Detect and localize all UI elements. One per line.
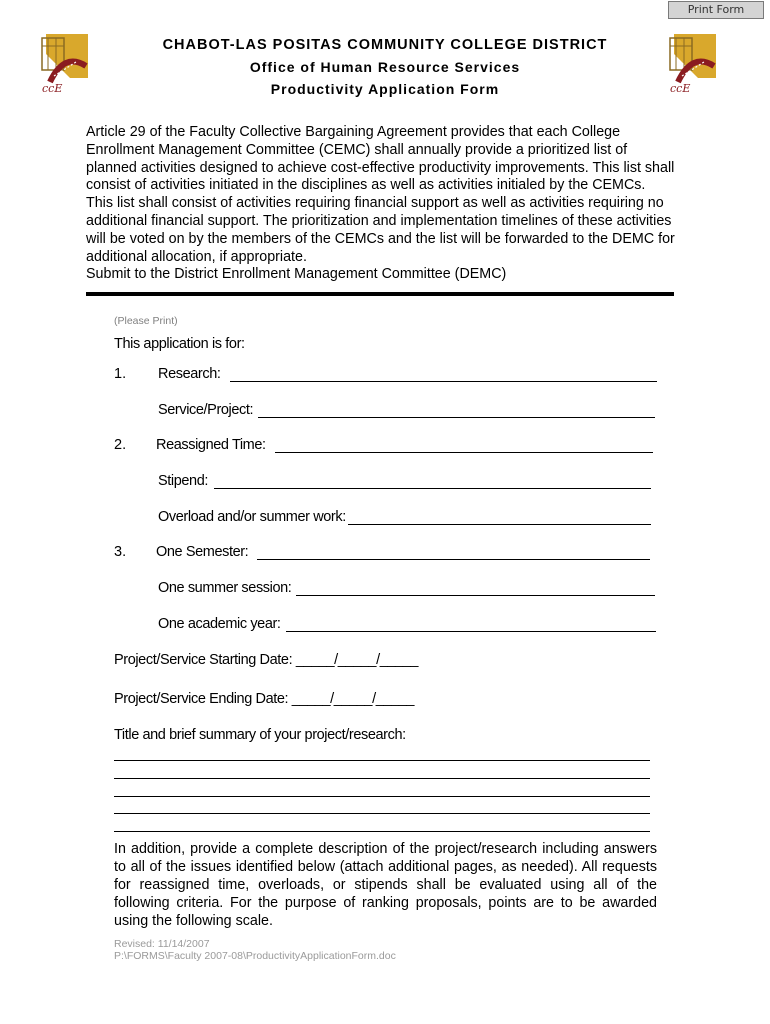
closing-text: In addition, provide a complete description of the project/research including answers to all of the issues identified below (attach additional pages, as needed). All requests for reassigned time, overloads, or stipends shall be evaluated using all of the following criteria. For the purpose of ranking proposals, points are to be awarded using the following scale. (114, 841, 657, 929)
research-label: Research: (158, 366, 221, 382)
one-summer-field[interactable] (296, 595, 655, 596)
item-number-1: 1. (114, 366, 127, 382)
closing-paragraph (114, 840, 657, 930)
one-year-label: One academic year: (158, 616, 281, 632)
please-print-note: (Please Print) (114, 315, 178, 327)
office-title: Office of Human Resource Services (249, 59, 521, 75)
form-title: Productivity Application Form (270, 81, 500, 97)
one-summer-label: One summer session: (158, 580, 292, 596)
stipend-field[interactable] (214, 488, 651, 489)
start-date-field[interactable]: Project/Service Starting Date: _____/_____/_____ (114, 652, 419, 668)
district-title: CHABOT-LAS POSITAS COMMUNITY COLLEGE DISTRICT (162, 37, 608, 53)
service-project-label: Service/Project: (158, 402, 254, 418)
summary-line-3[interactable] (114, 796, 650, 797)
application-for-label: This application is for: (114, 336, 245, 352)
overload-field[interactable] (348, 524, 651, 525)
summary-line-1[interactable] (114, 760, 650, 761)
service-project-field[interactable] (258, 417, 655, 418)
stipend-label: Stipend: (158, 473, 209, 489)
district-logo-right (664, 32, 716, 94)
end-date-field[interactable]: Project/Service Ending Date: _____/_____/_____ (114, 691, 415, 707)
summary-label: Title and brief summary of your project/research: (114, 727, 406, 743)
item-number-3: 3. (114, 544, 127, 560)
reassigned-time-label: Reassigned Time: (156, 437, 266, 453)
summary-line-5[interactable] (114, 831, 650, 832)
revised-date: Revised: 11/14/2007 (114, 938, 210, 950)
file-path: P:\FORMS\Faculty 2007-08\ProductivityApplicationForm.doc (114, 950, 396, 962)
section-divider (86, 292, 674, 296)
intro-paragraph (86, 124, 676, 284)
one-year-field[interactable] (286, 631, 656, 632)
one-semester-field[interactable] (257, 559, 650, 560)
print-form-button[interactable]: Print Form (668, 1, 764, 19)
summary-line-4[interactable] (114, 813, 650, 814)
district-logo-left (36, 32, 88, 94)
svg-text:ccE: ccE (670, 82, 691, 94)
summary-line-2[interactable] (114, 778, 650, 779)
item-number-2: 2. (114, 437, 127, 453)
intro-text: Article 29 of the Faculty Collective Bargaining Agreement provides that each College Enrollment Management Committee (CEMC) shall annually provide a prioritized list of planned activities designed to achieve cost-effective productivity improvements. This list shall consist of activities initiated in the disciplines as well as activities initialed by the CEMCs. This list shall consist of activities requiring financial support as well as activities requiring no additional financial support. The prioritization and implementation timelines of these activities will be voted on by the members of the CEMCs and the list will be forwarded to the DEMC for additional allocation, if appropriate. (86, 124, 675, 265)
research-field[interactable] (230, 381, 657, 382)
one-semester-label: One Semester: (156, 544, 249, 560)
reassigned-time-field[interactable] (275, 452, 653, 453)
overload-label: Overload and/or summer work: (158, 509, 346, 525)
svg-text:ccE: ccE (42, 82, 63, 94)
submit-instruction: Submit to the District Enrollment Management Committee (DEMC) (86, 266, 507, 283)
